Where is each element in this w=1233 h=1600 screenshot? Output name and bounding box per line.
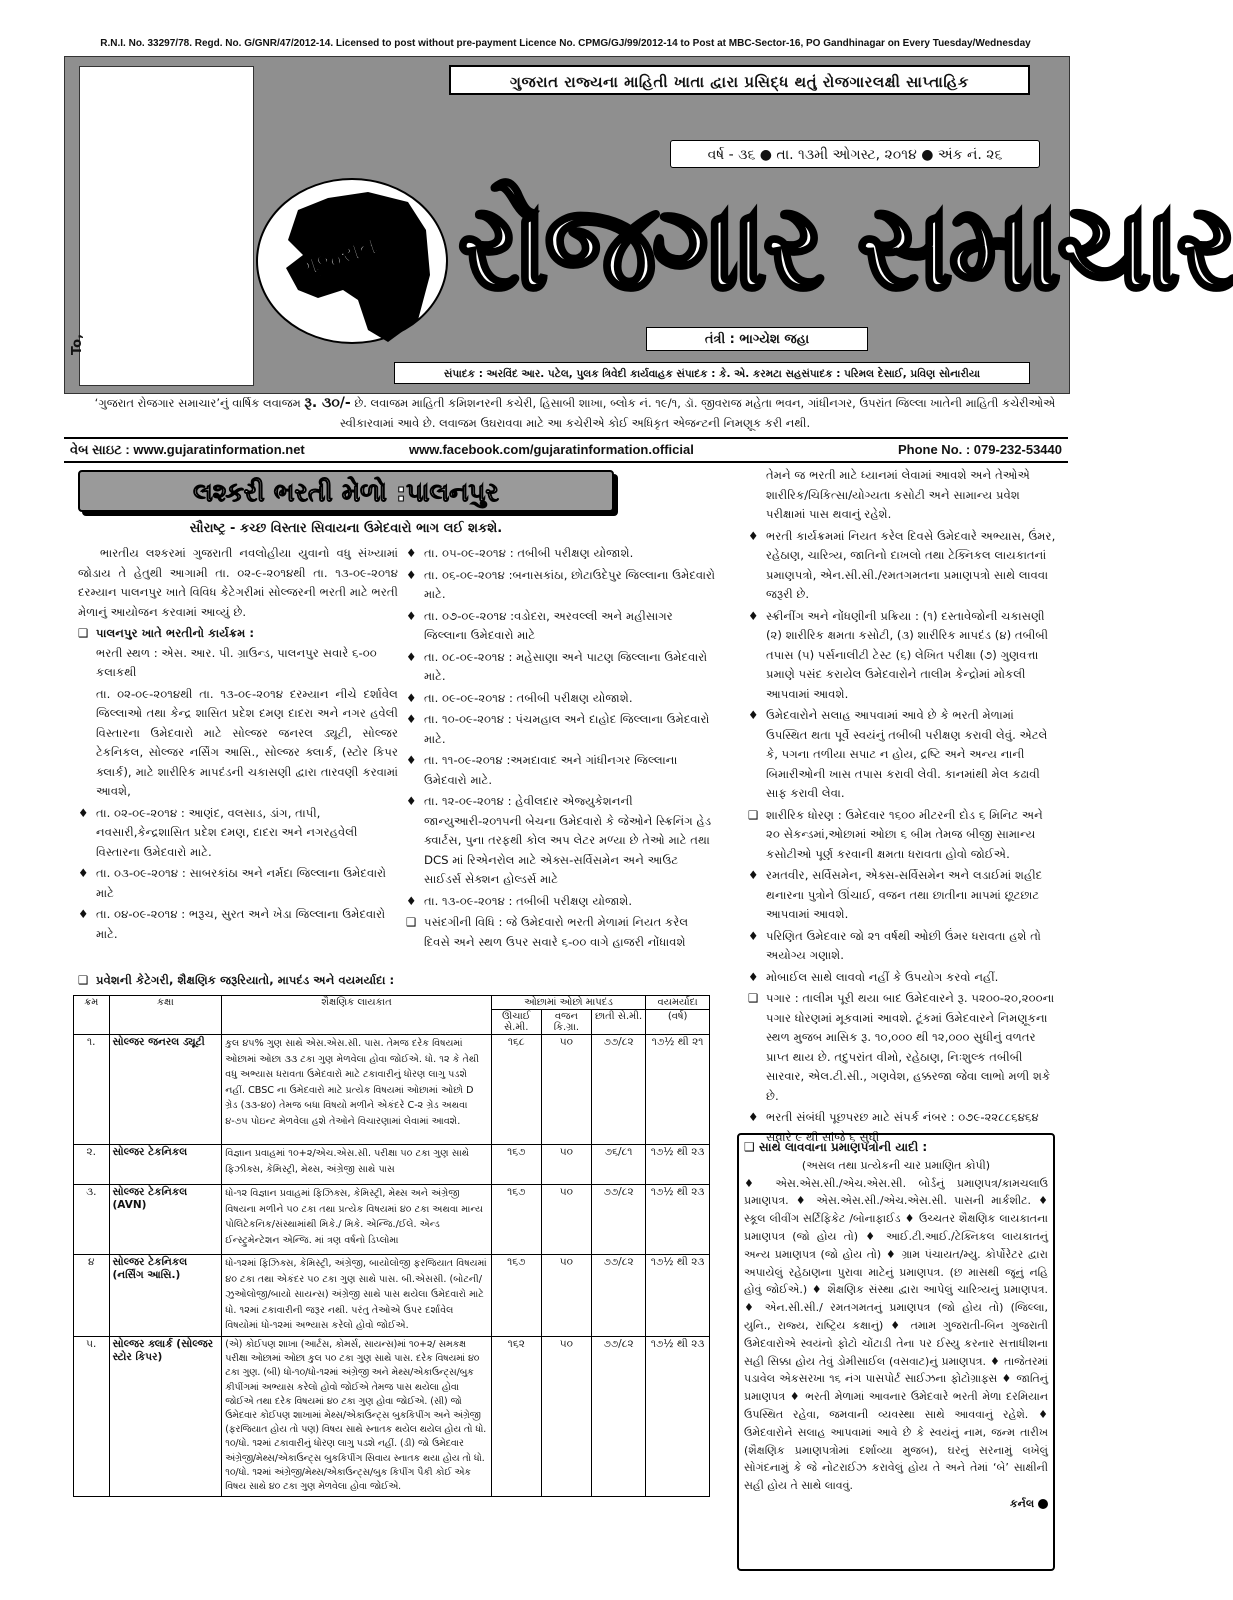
table-row: ૧. સોલ્જર જનરલ ડ્યૂટી કુલ ૪૫% ગુણ સાથે એસ.એસ.સી. પાસ. તેમજ દરેક વિષયમાં ઓછામાં ઓછા ૩૩ ટકા ગુણ મેળવેલા હોવા જોઈએ. ધો. ૧૨ કે તેથી વધુ અભ્યાસ ધરાવતા ઉમેદવારો માટે ટકાવારીનું ધોરણ લાગુ પડશે નહીં. CBSC ના ઉમેદવારો માટે પ્રત્યેક વિષયમાં ઓછામાં ઓછો D ગ્રેડ (૩૩-૪૦) તેમજ બધા વિષયો મળીને એકંદરે C-૨ ગ્રેડ અથવા ૪-૭૫ પોઇન્ટ મેળવેલા હશે તેઓને વિચારણામાં લેવામાં આવશે. ૧૬૮ ૫૦ ૭૭/૮૨ ૧૭½ થી ૨૧ xyxy=(74,1035,710,1145)
list-item: ♦ તા. ૧૦-૦૯-૨૦૧૪ : પંચમહાલ અને દાહોદ જિલ્લાના ઉમેદવારો માટે. xyxy=(406,710,716,749)
list-item: ♦ તા. ૧૨-૦૯-૨૦૧૪ : હેવીલદાર એજ્યુકેશનની જાન્યુઆરી-૨૦૧૫ની બેચના ઉમેદવારો કે જેઓને સ્ક્રિનિંગ હેડ ક્વાર્ટસ, પુના તરફથી કોલ અપ લેટર મળ્યા છે તેઓ માટે તથા DCS માં રિએનરોલ માટે એક્સ-સર્વિસમેન અને આઉટ સાઈડર્સ સેક્શન હોલ્ડર્સ માટે xyxy=(406,792,716,890)
list-item: ♦ તા. ૧૩-૦૯-૨૦૧૪ : તબીબી પરીક્ષણ યોજાશે. xyxy=(406,892,716,912)
docs-list: ♦ એસ.એસ.સી./એચ.એસ.સી. બોર્ડનું પ્રમાણપત્ર/કામચલાઉ પ્રમાણપત્ર. ♦ એસ.એસ.સી./એચ.એસ.સી. પાસની માર્કશીટ. ♦ સ્કૂલ લીવીંગ સર્ટિફિકેટ /બોનાફાઈડ ♦ ઉચ્ચતર શૈક્ષણિક લાયકાતના પ્રમાણપત્ર (જો હોય તો) ♦ આઈ.ટી.આઈ./ટેક્નિકલ લાયકાતનું અન્ય પ્રમાણપત્ર (જો હોય તો) ♦ ગ્રામ પંચાયત/મ્યુ. કોર્પોરેટર દ્વારા અપાયેલું રહેઠાણના પુરાવા માટેનું પ્રમાણપત્ર. (છ માસથી જૂનું નહિ હોવું જોઈએ.) ♦ શૈક્ષણિક સંસ્થા દ્વારા આપેલું ચારિત્ર્યનું પ્રમાણપત્ર. ♦ એન.સી.સી./ રમતગમતનું પ્રમાણપત્ર (જો હોય તો) (જિલ્લા, યુનિ., રાજ્ય, રાષ્ટ્રિય કક્ષાનું) ♦ તમામ ગુજરાતી-બિન ગુજરાતી ઉમેદવારોએ સ્વયંનો ફોટો ચોંટાડી તેના પર ઈસ્યુ કરનાર સત્તાધીશના સહી સિક્કા હોય તેવું ડોમીસાઈલ (વસવાટ)નું પ્રમાણપત્ર. ♦ તાજેતરમાં પડાવેલ એકસરખા ૧૬ નંગ પાસપોર્ટ સાઈઝના ફોટોગ્રાફ્સ ♦ જાતિનું પ્રમાણપત્ર ♦ ભરતી મેળામાં આવનાર ઉમેદવારે ભરતી મેળા દરમિયાન ઉપસ્થિત રહેવા, જમવાની વ્યવસ્થા સાથે આવવાનું રહેશે. ♦ ઉમેદવારોને સલાહ આપવામાં આવે છે કે સ્વયંનું નામ, જન્મ તારીખ (શૈક્ષણિક પ્રમાણપત્રોમાં દર્શાવ્યા મુજબ), ઘરનું સરનામું લખેલું સોગંદનામું કે જે નોટરાઈઝ કરાવેલું હોય તે અને તેમાં ‘બે’ સાક્ષીની સહી હોય તે સાથે લાવવું. xyxy=(744,1176,1049,1493)
bullet-icon: ♦ xyxy=(748,868,759,882)
col3-continuation: તેમને જ ભરતી માટે ધ્યાનમાં લેવામાં આવશે અને તેઓએ શારીરિક/ચિકિત્સા/યોગ્યતા કસોટી અને સામાન્ય પ્રવેશ પરીક્ષામાં પાસ થવાનું રહેશે. xyxy=(766,468,1031,521)
list-item: ♦ સ્ક્રીનીંગ અને નોંધણીની પ્રક્રિયા : (૧) દસ્તાવેજોની ચકાસણી (૨) શારીરિક ક્ષમતા કસોટી, (૩) શારીરિક માપદંડ (૪) તબીબી તપાસ (૫) પર્સનાલીટી ટેસ્ટ (૬) લેખિત પરીક્ષા (૭) ગુણવત્તા પ્રમાણે પસંદ કરાયેલ ઉમેદવારોને તાલીમ કેન્દ્રોમાં મોકલી આપવામાં આવશે. xyxy=(748,607,1058,705)
salary: ❑ પગાર : તાલીમ પૂરી થયા બાદ ઉમેદવારને રૂ. ૫૨૦૦-૨૦,૨૦૦ના પગાર ધોરણમાં મૂકવામાં આવશે. ટૂંકમાં ઉમેદવારને નિમણૂકના સ્થળ મુજબ માસિક રૂ. ૧૦,૦૦૦ થી ૧૨,૦૦૦ સુધીનું વળતર પ્રાપ્ત થાય છે. તદુપરાંત વીમો, રહેઠાણ, નિઃશુલ્ક તબીબી સારવાર, એલ.ટી.સી., ગણવેશ, હક્કરજા જેવા લાભો મળી શકે છે. xyxy=(748,989,1058,1106)
checkbox-icon: ❑ xyxy=(748,807,759,822)
notice-price: રૂ. ૩૦/- xyxy=(304,395,351,411)
col-age: વયમર્યાદા xyxy=(646,996,710,1010)
bullet-icon: ♦ xyxy=(748,608,759,623)
bullet-icon: ♦ xyxy=(748,528,759,543)
list-item: ♦ તા. ૧૧-૦૯-૨૦૧૪ :અમદાવાદ અને ગાંધીનગર જિલ્લાના ઉમેદવારો માટે. xyxy=(406,751,716,790)
program-title: ❑ પાલનપુર ખાતે ભરતીનો કાર્યક્રમ : xyxy=(78,624,398,644)
to-label: To, xyxy=(70,333,85,355)
documents-box xyxy=(737,1133,1055,1571)
address-box xyxy=(79,66,254,386)
col-education: શૈક્ષણિક લાયકાત xyxy=(222,996,491,1035)
selection-process: ❑ પસંદગીની વિધિ : જે ઉમેદવારો ભરતી મેળામાં નિયત કરેલ દિવસે અને સ્થળ ઉપર સવારે ૬-૦૦ વાગે હાજરી નોંધાવશે xyxy=(406,913,716,952)
table-title: ❑ પ્રવેશની કેટેગરી, શૈક્ષણિક જરૂરિયાતો, માપદંડ અને વયમર્યાદા : xyxy=(78,973,395,987)
list-item: ♦ તા. ૦૨-૦૯-૨૦૧૪ : આણંદ, વલસાડ, ડાંગ, તાપી, નવસારી,કેન્દ્રશાસિત પ્રદેશ દમણ, દાદરા અને નગરહવેલી વિસ્તારના ઉમેદવારો માટે. xyxy=(78,804,398,863)
docs-subtitle: (અસલ તથા પ્રત્યેકની ચાર પ્રમાણિત કોપી) xyxy=(801,1158,991,1172)
bullet-icon: ♦ xyxy=(890,1318,904,1332)
list-item: ♦ ઉમેદવારોને સલાહ આપવામાં આવે છે કે ભરતી મેળામાં ઉપસ્થિત થતા પૂર્વે સ્વયંનું તબીબી પરીક્ષણ કરાવી લેવું. એટલે કે, પગના તળીયા સપાટ ન હોય, દ્રષ્ટિ અને અન્ય નાની બિમારીઓની ખાસ તપાસ કરાવી લેવી. કાનમાંથી મેલ કઢાવી સાફ કરાવી લેવા. xyxy=(748,706,1058,804)
intro-paragraph: ભારતીય લશ્કરમાં ગુજરાતી નવલોહીયા યુવાનો વધુ સંખ્યામાં જોડાય તે હેતુથી આગામી તા. ૦૨-૯-૨૦૧૪થી તા. ૧૩-૦૯-૨૦૧૪ દરમ્યાન પાલનપુર ખાતે વિવિધ કેટેગરીમાં સોલ્જરની ભરતી માટે ભરતી મેળાનું આયોજન કરવામાં આવ્યું છે. xyxy=(78,546,398,619)
emblem-text: ગુજરાત xyxy=(294,230,381,285)
end-dot-icon xyxy=(1038,1499,1048,1509)
bullet-icon: ♦ xyxy=(885,1247,897,1261)
web-bar xyxy=(64,437,1068,463)
bullet-icon: ♦ xyxy=(406,794,417,808)
article-headline: લશ્કરી ભરતી મેળો :પાલનપુર xyxy=(78,470,614,512)
bullet-icon: ♦ xyxy=(748,969,759,984)
gujarat-emblem xyxy=(256,178,448,344)
col-no: ક્રમ xyxy=(74,996,110,1035)
table-row: ૨. સોલ્જર ટેકનિકલ વિજ્ઞાન પ્રવાહમાં ૧૦+૨/એચ.એસ.સી. પરીક્ષા ૫૦ ટકા ગુણ સાથે ફિઝીક્સ, કેમિસ્ટ્રી, મેથ્સ, અંગ્રેજી સાથે પાસ ૧૬૭ ૫૦ ૭૬/૮૧ ૧૭½ થી ૨૩ xyxy=(74,1145,710,1185)
website-link[interactable]: વેબ સાઇટ : www.gujaratinformation.net xyxy=(70,442,305,457)
column-1 xyxy=(78,544,398,946)
col-category: કક્ષા xyxy=(109,996,222,1035)
bullet-icon: ♦ xyxy=(904,1212,915,1226)
checkbox-icon: ❑ xyxy=(78,626,89,640)
bullet-icon: ♦ xyxy=(1038,1194,1048,1208)
column-3 xyxy=(748,466,1058,1149)
phone-number: Phone No. : 079-232-53440 xyxy=(897,442,1062,457)
col-height: ઊંચાઈ સે.મી. xyxy=(491,1010,541,1035)
list-item: ♦ તા. ૦૫-૦૯-૨૦૧૪ : તબીબી પરીક્ષણ યોજાશે. xyxy=(406,544,716,564)
issue-line: વર્ષ - ૩૬ ● તા. ૧૩મી ઓગસ્ટ, ૨૦૧૪ ● અંક નં. ૨૬ xyxy=(670,140,1040,168)
col-weight: વજન કિ.ગ્રા. xyxy=(541,1010,591,1035)
bullet-icon: ♦ xyxy=(811,1283,823,1297)
bullet-icon: ♦ xyxy=(989,1354,1001,1368)
editors-line: સંપાદક : અરવિંદ આર. પટેલ, પુલક ત્રિવેદી કાર્યવાહક સંપાદક : કે. એ. કરમટા સહસંપાદક : પરિમલ દેસાઈ, પ્રવિણ સોનારીયા xyxy=(394,362,1030,384)
gujarat-map-icon xyxy=(258,180,446,342)
bullet-icon: ♦ xyxy=(406,753,417,767)
bullet-icon: ♦ xyxy=(406,649,417,664)
editor-in-chief: તંત્રી : ભાગ્યેશ જહા xyxy=(646,327,868,351)
list-item: ♦ મોબાઈલ સાથે લાવવો નહીં કે ઉપયોગ કરવો નહીં. xyxy=(748,968,1058,988)
bullet-icon: ♦ xyxy=(1001,1372,1013,1386)
checkbox-icon: ❑ xyxy=(78,973,89,987)
list-item: ♦ તા. ૦૭-૦૯-૨૦૧૪ :વડોદરા, અરવલ્લી અને મહીસાગર જિલ્લાના ઉમેદવારો માટે xyxy=(406,607,716,646)
bullet-icon: ♦ xyxy=(748,708,759,722)
docs-title: ❑ સાથે લાવવાના પ્રમાણપત્રોની યાદી : xyxy=(744,1140,928,1154)
bullet-icon: ♦ xyxy=(795,1194,810,1208)
list-item: ♦ તા. ૦૪-૦૯-૨૦૧૪ : ભરૂચ, સુરત અને ખેડા જિલ્લાના ઉમેદવારો માટે. xyxy=(78,905,398,944)
notice-part1: ‘ગુજરાત રોજગાર સમાચાર’નું વાર્ષિક લવાજમ xyxy=(94,396,305,410)
bullet-icon: ♦ xyxy=(744,1301,758,1315)
bullet-icon: ♦ xyxy=(406,893,417,908)
signature: કર્નલ xyxy=(744,1495,1048,1513)
list-item: ♦ ભરતી કાર્યક્રમમાં નિયત કરેલ દિવસે ઉમેદવારે અભ્યાસ, ઉંમર, રહેઠાણ, ચારિત્ર્ય, જાતિનો દાખલો તથા ટેક્નિકલ લાયકાતનાં પ્રમાણપત્રો, એન.સી.સી./રમતગમતના પ્રમાણપત્રો સાથે લાવવા જરૂરી છે. xyxy=(748,527,1058,605)
table-row: ૫. સોલ્જર ક્લાર્ક (સોલ્જર સ્ટોર કિપર) (એ) કોઈપણ શાખા (આર્ટસ, કોમર્સ, સાયન્સ)માં ૧૦+૨/ સમકક્ષ પરીક્ષા ઓછામાં ઓછા કુલ ૫૦ ટકા ગુણ સાથે પાસ. દરેક વિષયમાં ૪૦ ટકા ગુણ. (બી) ધો-૧૦/ધો-૧૨માં અંગ્રેજી અને મેથ્સ/એકાઉન્ટ્સ/બુક કીપીંગમાં અભ્યાસ કરેલો હોવો જોઈએ તેમજ પાસ થયેલા હોવા જોઈએ તથા દરેક વિષયમાં ૪૦ ટકા ગુણ હોવા જોઈએ. (સી) જો ઉમેદવાર કોઈપણ શાખામાં મેથ્સ/એકાઉન્ટ્સ બુકકિપીંગ અને અંગ્રેજી (ફરજિયાત હોય તો પણ) વિષય સાથે સ્નાતક થયેલ થયેલ હોય તો ધો. ૧૦/ધો. ૧૨માં ટકાવારીનું ધોરણ લાગુ પડશે નહીં. (ડી) જો ઉમેદવાર અંગ્રેજી/મેથ્સ/એકાઉન્ટ્સ બુકકિપીંગ સિવાય સ્નાતક થયા હોય તો ધો. ૧૦/ધો. ૧૨માં અંગ્રેજી/મેથ્સ/એકાઉન્ટ્સ/બુક કિપીંગ પૈકી કોઈ એક વિષય સાથે ૪૦ ટકા ગુણ મેળવેલા હોવા જોઈએ. ૧૬૨ ૫૦ ૭૭/૮૨ ૧૭½ થી ૨૩ xyxy=(74,1337,710,1497)
bullet-icon: ♦ xyxy=(78,866,89,880)
rni-line: R.N.I. No. 33297/78. Regd. No. G/GNR/47/2012-14. Licensed to post without pre-payment Licence No. CPMG/GJ/99/2012-14 to Post at MBC-Sector-16, PO Gandhinagar on Every Tuesday/Wednesday xyxy=(100,38,1031,49)
bullet-icon: ♦ xyxy=(78,907,89,921)
list-item: ♦ તા. ૦૮-૦૯-૨૦૧૪ : મહેસાણા અને પાટણ જિલ્લાના ઉમેદવારો માટે. xyxy=(406,648,716,687)
publisher-line: ગુજરાત રાજ્યના માહિતી ખાતા દ્વારા પ્રસિદ્ધ થતું રોજગારલક્ષી સાપ્તાહિક xyxy=(449,65,1030,95)
contact: ♦ ભરતી સંબંધી પૂછપરછ માટે સંપર્ક નંબર : ૦૭૯-૨૨૮૮૬૪૬૪ સવારે ૯ થી સાંજે ૬ સુધી xyxy=(748,1108,1058,1147)
bullet-icon: ♦ xyxy=(406,546,417,560)
bullet-icon: ♦ xyxy=(406,712,417,726)
list-item: ♦ તા. ૦૬-૦૯-૨૦૧૪ :બનાસકાંઠા, છોટાઉદેપુર જિલ્લાના ઉમેદવારો માટે. xyxy=(406,566,716,605)
bullet-icon: ♦ xyxy=(406,567,417,582)
notice-part2: છે. લવાજમ માહિતી કમિશનરની કચેરી, હિસાબી શાખા, બ્લોક નં. ૧૯/૧, ડૉ. જીવરાજ મહેતા ભવન, ગાંધીનગર, ઉપરાંત જિલ્લા ખાતેની માહિતી કચેરીઓએ સ્વીકારવામાં આવે છે. લવાજમ ઉઘરાવવા માટે આ કચેરીએ કોઈ અધિકૃત એજન્ટની નિમણૂક કરી નથી. xyxy=(339,396,1056,430)
bullet-icon: ♦ xyxy=(789,1390,801,1404)
facebook-link[interactable]: www.facebook.com/gujaratinformation.official xyxy=(409,442,694,457)
bullet-icon: ♦ xyxy=(1038,1407,1048,1421)
bullet-icon: ♦ xyxy=(78,805,89,820)
bullet-icon: ♦ xyxy=(744,1176,763,1190)
newspaper-title: રોજગાર સમાચાર xyxy=(458,178,1233,316)
article-subhead: સૌરાષ્ટ્ર - કચ્છ વિસ્તાર સિવાયના ઉમેદવારો ભાગ લઈ શકશે. xyxy=(189,521,503,536)
column-2 xyxy=(406,544,716,954)
checkbox-icon: ❑ xyxy=(748,991,759,1005)
checkbox-icon: ❑ xyxy=(406,915,417,929)
col-chest: છાતી સે.મી. xyxy=(591,1010,645,1035)
checkbox-icon: ❑ xyxy=(744,1140,755,1154)
criteria-table xyxy=(73,995,710,1497)
subscription-notice xyxy=(80,393,1070,433)
list-item: ♦ રમતવીર, સર્વિસમેન, એક્સ-સર્વિસમેન અને લડાઈમાં શહીદ થનારના પુત્રોને ઊંચાઈ, વજન તથા છાતીના માપમાં છૂટછાટ આપવામાં આવશે. xyxy=(748,866,1058,925)
table-row: ૪ સોલ્જર ટેકનિકલ (નર્સિંગ આસિ.) ધો-૧૨માં ફિઝિક્સ, કેમિસ્ટ્રી, અંગ્રેજી, બાયોલોજી ફરજિયાત વિષયમાં ૪૦ ટકા તથા એકંદર ૫૦ ટકા ગુણ સાથે પાસ. બી.એસસી. (બોટની/ઝુઓલોજી/બાયો સાયન્સ) અંગ્રેજી સાથે પાસ થયેલા ઉમેદવારો માટે ધો. ૧૨માં ટકાવારીની જરૂર નથી. પરંતુ તેઓએ ઉપર દર્શાવેલ વિષયોમાં ધો-૧૨માં અભ્યાસ કરેલો હોવો જોઈએ. ૧૬૭ ૫૦ ૭૭/૮૨ ૧૭½ થી ૨૩ xyxy=(74,1255,710,1337)
bullet-icon: ♦ xyxy=(406,608,417,623)
table-row: ૩. સોલ્જર ટેકનિકલ (AVN) ધો-૧૨ વિજ્ઞાન પ્રવાહમાં ફિઝિક્સ, કેમિસ્ટ્રી, મેથ્સ અને અંગ્રેજી વિષયના મળીને ૫૦ ટકા તથા પ્રત્યેક વિષયમાં ૪૦ ટકા અથવા માન્ય પોલિટેકનિક/સંસ્થામાંથી મિકે./ મિકે. એન્જિ./ઈલે. એન્ડ ઈન્સ્ટ્રુમેન્ટેશન એન્જિ. માં ત્રણ વર્ષનો ડિપ્લોમા ૧૬૭ ૫૦ ૭૭/૮૨ ૧૭½ થી ૨૩ xyxy=(74,1185,710,1255)
schedule-intro: તા. ૦૨-૦૯-૨૦૧૪થી તા. ૧૩-૦૯-૨૦૧૪ દરમ્યાન નીચે દર્શાવેલ જિલ્લાઓ તથા કેન્દ્ર શાસિત પ્રદેશ દમણ દાદરા અને નગર હવેલી વિસ્તારના ઉમેદવારો માટે સોલ્જર જનરલ ડ્યૂટી, સોલ્જર ટેકનિકલ, સોલ્જર નર્સિંગ આસિ., સોલ્જર ક્લાર્ક, (સ્ટોર કિપર ક્લાર્ક), માટે શારીરિક માપદંડની ચકાસણી દ્વારા તારવણી કરવામાં આવશે, xyxy=(96,686,398,798)
physical-standard: ❑ શારીરિક ધોરણ : ઉમેદવાર ૧૬૦૦ મીટરની દોડ ૬ મિનિટ અને ૨૦ સેકન્ડમાં,ઓછામાં ઓછા ૬ બીમ તેમજ બીજી સામાન્ય કસોટીઓ પૂર્ણ કરવાની ક્ષમતા ધરાવતા હોવો જોઈએ. xyxy=(748,806,1058,865)
list-item: ♦ તા. ૦૩-૦૯-૨૦૧૪ : સાબરકાંઠા અને નર્મદા જિલ્લાના ઉમેદવારો માટે xyxy=(78,864,398,903)
bullet-icon: ♦ xyxy=(748,928,759,943)
col-age-unit: (વર્ષ) xyxy=(646,1010,710,1035)
list-item: ♦ તા. ૦૯-૦૯-૨૦૧૪ : તબીબી પરીક્ષણ યોજાશે. xyxy=(406,689,716,709)
bullet-icon: ♦ xyxy=(748,1110,759,1124)
col-min-std: ઓછામાં ઓછો માપદંડ xyxy=(491,996,646,1010)
bullet-icon: ♦ xyxy=(865,1229,879,1243)
list-item: ♦ પરિણિત ઉમેદવાર જો ૨૧ વર્ષથી ઓછી ઉંમર ધરાવતા હશે તો અયોગ્ય ગણાશે. xyxy=(748,927,1058,966)
bullet-icon: ♦ xyxy=(406,690,417,705)
venue: ભરતી સ્થળ : એસ. આર. પી. ગ્રાઉન્ડ, પાલનપુર સવારે ૬-૦૦ કલાકથી xyxy=(96,645,377,679)
